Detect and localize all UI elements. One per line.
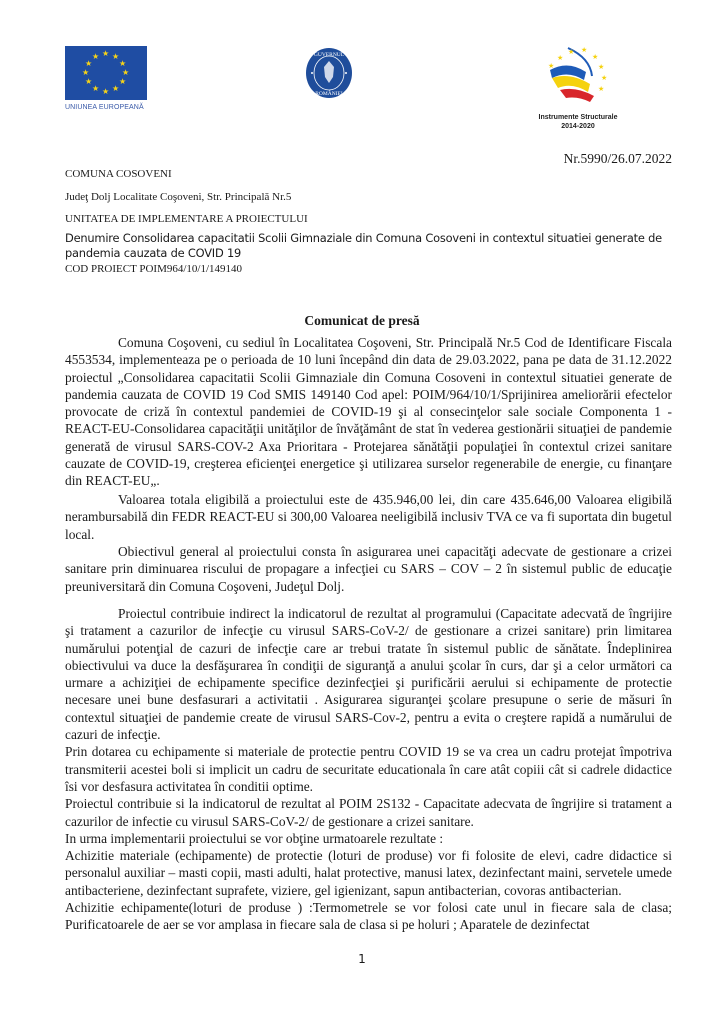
svg-text:★: ★ bbox=[557, 54, 564, 62]
romanian-government-logo bbox=[303, 47, 355, 99]
structural-instruments-caption: Instrumente Structurale 2014-2020 bbox=[538, 114, 618, 130]
project-name: Denumire Consolidarea capacitatii Scolii Gimnaziale din Comuna Cosoveni in contextul situatiei generate de pandemia cauzata de COVID 19 bbox=[65, 231, 662, 260]
paragraph: Obiectivul general al proiectului consta în asigurarea unei capacităţi adecvate de gestionare a crizei sanitare prin diminuarea riscului de propagare a infecţiei cu SARS – COV – 2 în sistemul public de educaţie preuniversitară din Comuna Coşoveni, Judeţul Dolj. bbox=[65, 544, 672, 594]
structural-instruments-icon bbox=[528, 44, 628, 106]
svg-text:ROMÂNIEI: ROMÂNIEI bbox=[315, 91, 343, 97]
svg-text:★: ★ bbox=[598, 85, 605, 93]
paragraph-contribution bbox=[65, 605, 672, 934]
commune-address: Judeţ Dolj Localitate Coşoveni, Str. Principală Nr.5 bbox=[65, 191, 292, 203]
svg-text:★: ★ bbox=[601, 74, 608, 82]
project-code: COD PROIECT POIM964/10/1/149140 bbox=[65, 263, 243, 275]
svg-text:★: ★ bbox=[598, 63, 605, 71]
paragraph-objective bbox=[65, 543, 672, 595]
paragraph: Prin dotarea cu echipamente si materiale de protectie pentru COVID 19 se va crea un cadru protejat împotriva transmiterii acestei boli si implicit un cadru de securitate educationala în care atât copiii cât si cadrele didactice îsi vor desfasura activitatea în conditii optime. bbox=[65, 744, 672, 794]
svg-text:★: ★ bbox=[548, 62, 555, 70]
eu-caption: UNIUNEA EUROPEANĂ bbox=[65, 104, 144, 111]
paragraph: Achizitie materiale (echipamente) de protectie (loturi de produse) vor fi folosite de elevi, cadre didactice si personalul auxiliar – masti copii, masti adulti, halat protective, manusi latex, dezinfectant maini, servetele umede antibacteriene, dezinfectant suprafete, viziere, gel igienizant, sapun antibacterian, covoras antibacterian. bbox=[65, 848, 672, 898]
svg-text:★: ★ bbox=[568, 48, 575, 56]
paragraph: Valoarea totala eligibilă a proiectului este de 435.946,00 lei, din care 435.646,00 Valoarea eligibilă nerambursabilă din FEDR REACT-EU si 300,00 Valoarea neeligibilă inclusiv TVA ce va fi suportata din bugetul local. bbox=[65, 492, 672, 542]
document-title: Comunicat de presă bbox=[304, 313, 420, 328]
government-seal-icon bbox=[303, 47, 355, 99]
paragraph: Comuna Coşoveni, cu sediul în Localitatea Coşoveni, Str. Principală Nr.5 Cod de Identificare Fiscala 4553534, implementeaza pe o perioada de 10 luni începând din data de 29.03.2022, pana pe data de 31.12.2022 proiectul „Consolidarea capacitatii Scolii Gimnaziale din Comuna Cosoveni in contextul situatiei generate de pandemia cauzata de COVID 19 Cod SMIS 149140 Cod apel: POIM/964/10/1/Sprijinirea ameliorării efectelor provocate de criză în contextul pandemiei de COVID-19 şi al consecinţelor sale sociale Componenta 1 - REACT-EU-Consolidarea capacităţii unităţilor de învăţământ de stat în vederea gestionării situaţiei de pandemie generată de virusul SARS-COV-2 Axa Prioritara - Protejarea sănătăţii populaţiei în contextul crizei sanitare cauzate de COVID-19, creşterea eficienţei energetice şi utilizarea surselor regenerabile de energie, cu finanţare din REACT-EU„. bbox=[65, 335, 672, 489]
logo-bar bbox=[0, 44, 724, 134]
page-number: 1 bbox=[358, 952, 366, 966]
reference-number: Nr.5990/26.07.2022 bbox=[563, 151, 672, 166]
eu-flag-icon: ★ ★ ★ ★ ★ ★ ★ ★ ★ ★ ★ ★ bbox=[65, 46, 147, 100]
svg-text:★: ★ bbox=[581, 46, 588, 54]
commune-name: COMUNA COSOVENI bbox=[65, 168, 172, 180]
paragraph: Proiectul contribuie si la indicatorul de rezultat al POIM 2S132 - Capacitate adecvata de îngrijire si tratament a cazurilor de infectie cu virusul SARS-CoV-2/ de gestionare a crizei sanitare. bbox=[65, 796, 672, 829]
svg-text:GUVERNUL: GUVERNUL bbox=[313, 52, 345, 58]
eu-logo bbox=[65, 46, 149, 111]
paragraph: Proiectul contribuie indirect la indicatorul de rezultat al programului (Capacitate adecvată de îngrijire şi tratament a cazurilor de infecţie cu virusul SARS-CoV-2/ de gestionare a crizei sanitare) prin limitarea numărului potenţial de cazuri de infecţie care ar trebui tratate în sistemul public de sănătate. Îndeplinirea obiectivului va duce la desfăşurarea în condiţii de siguranţă a anului şcolar în curs, dar şi a celor următori ca urmare a achiziţiei de echipamente specifice dezinfecţiei şi purificării aerului si echipamente de protectie necesare unei bune desfasurari a activitatii . Asigurarea siguranţei şcolare presupune o serie de măsuri în contextul situaţiei de pandemie create de virusul SARS-Cov-2, pentru a evita o creştere rapidă a numărului de cazuri de infecţie. bbox=[65, 606, 672, 743]
paragraph-value bbox=[65, 491, 672, 543]
implementation-unit: UNITATEA DE IMPLEMENTARE A PROIECTULUI bbox=[65, 213, 308, 225]
svg-text:★: ★ bbox=[592, 53, 599, 61]
paragraph: In urma implementarii proiectului se vor obţine urmatoarele rezultate : bbox=[65, 830, 444, 846]
paragraph: Achizitie echipamente(loturi de produse ) :Termometrele se vor folosi cate unul in fiecare sala de clasa; Purificatoarele de aer se vor amplasa in fiecare sala de clasa si pe holuri ; Aparatele de dezinfectat bbox=[65, 900, 672, 933]
paragraph-intro bbox=[65, 334, 672, 490]
structural-instruments-logo bbox=[528, 44, 628, 131]
